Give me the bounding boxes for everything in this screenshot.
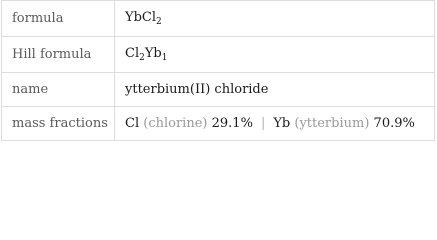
table-row — [2, 107, 435, 141]
row-label-formula: formula — [2, 1, 115, 37]
hill-formula-value — [115, 37, 435, 73]
row-label-hill-formula: Hill formula — [2, 37, 115, 73]
fraction-element-name: (ytterbium) — [294, 116, 370, 131]
table-row — [2, 37, 435, 73]
formula-main: YbCl — [125, 10, 157, 25]
row-label-mass-fractions: mass fractions — [2, 107, 115, 141]
table-row — [2, 1, 435, 37]
hill-subscript-2: 1 — [161, 53, 168, 63]
formula-subscript: 2 — [156, 17, 162, 27]
hill-element-2: Yb — [144, 46, 162, 61]
properties-table — [1, 0, 435, 141]
hill-element-1: Cl — [125, 46, 140, 61]
fraction-symbol: Yb — [273, 116, 291, 131]
fraction-symbol: Cl — [125, 116, 140, 131]
table-row — [2, 73, 435, 107]
fraction-separator: | — [260, 116, 266, 131]
mass-fractions-value — [115, 107, 435, 141]
fraction-element-name: (chlorine) — [143, 116, 208, 131]
formula-value — [115, 1, 435, 37]
fraction-percent: 70.9% — [373, 116, 415, 131]
row-label-name: name — [2, 73, 115, 107]
hill-subscript-1: 2 — [139, 53, 145, 63]
fraction-percent: 29.1% — [211, 116, 253, 131]
compound-name-value: ytterbium(II) chloride — [115, 73, 435, 107]
